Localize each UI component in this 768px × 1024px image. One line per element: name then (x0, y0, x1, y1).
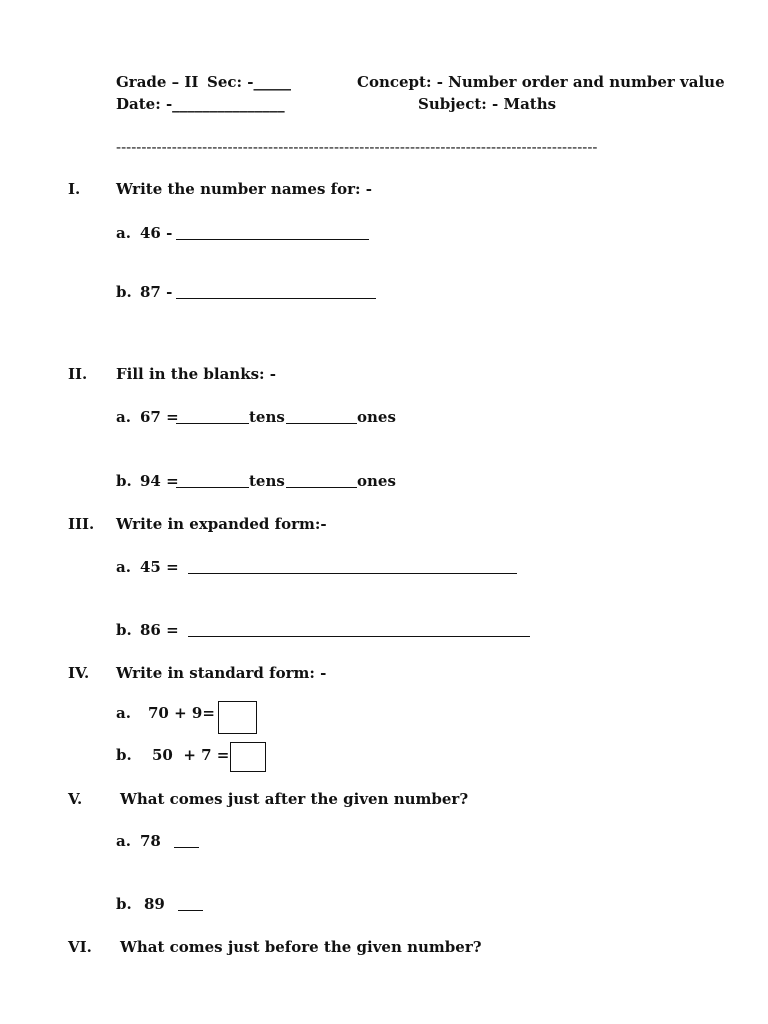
item-3a-answer-blank[interactable] (188, 559, 517, 574)
section-5-title: What comes just after the given number? (120, 790, 469, 808)
section-1-number: I. (68, 180, 81, 198)
grade-label: Grade – II (116, 73, 199, 91)
item-5b-label: b. (116, 895, 132, 913)
item-2a-tens-label: tens (249, 408, 285, 426)
item-3a-text: 45 = (140, 558, 179, 576)
section-6-number: VI. (68, 938, 92, 956)
item-2a-label: a. (116, 408, 131, 426)
item-5a-answer-blank[interactable] (174, 833, 199, 848)
section-1-title: Write the number names for: - (116, 180, 372, 198)
item-1b-answer-blank[interactable] (176, 284, 376, 299)
item-2a-ones-blank[interactable] (286, 409, 357, 424)
item-5a-label: a. (116, 832, 131, 850)
header-divider: ----------------------------------------------------------------------------------------------- (116, 138, 598, 156)
item-2b-lead: 94 = (140, 472, 179, 490)
item-4a-label: a. (116, 704, 131, 722)
item-2b-tens-blank[interactable] (176, 473, 249, 488)
item-1a-text: 46 - (140, 224, 173, 242)
item-2b-ones-blank[interactable] (286, 473, 357, 488)
item-4b-label: b. (116, 746, 132, 764)
section-4-title: Write in standard form: - (116, 664, 327, 682)
section-5-number: V. (68, 790, 83, 808)
section-6-title: What comes just before the given number? (120, 938, 482, 956)
section-2-number: II. (68, 365, 88, 383)
section-field[interactable]: Sec: -_____ (207, 73, 291, 91)
item-4a-answer-box[interactable] (218, 701, 257, 734)
section-2-title: Fill in the blanks: - (116, 365, 277, 383)
item-1b-text: 87 - (140, 283, 173, 301)
item-1a-answer-blank[interactable] (176, 225, 369, 240)
item-2b-label: b. (116, 472, 132, 490)
item-4b-text: 50 + 7 = (152, 746, 230, 764)
item-3b-text: 86 = (140, 621, 179, 639)
item-2b-tens-label: tens (249, 472, 285, 490)
item-5b-answer-blank[interactable] (178, 896, 203, 911)
concept-label: Concept: - Number order and number value (357, 73, 725, 91)
item-5b-text: 89 (144, 895, 165, 913)
item-5a-text: 78 (140, 832, 161, 850)
item-2b-ones-label: ones (357, 472, 396, 490)
section-3-title: Write in expanded form:- (116, 515, 327, 533)
item-4b-answer-box[interactable] (230, 742, 266, 772)
item-3b-label: b. (116, 621, 132, 639)
item-3a-label: a. (116, 558, 131, 576)
item-2a-lead: 67 = (140, 408, 179, 426)
item-1b-label: b. (116, 283, 132, 301)
item-2a-tens-blank[interactable] (176, 409, 249, 424)
subject-label: Subject: - Maths (418, 95, 557, 113)
item-4a-text: 70 + 9= (148, 704, 215, 722)
item-1a-label: a. (116, 224, 131, 242)
section-4-number: IV. (68, 664, 90, 682)
item-2a-ones-label: ones (357, 408, 396, 426)
date-field[interactable]: Date: -_______________ (116, 95, 285, 113)
section-3-number: III. (68, 515, 95, 533)
item-3b-answer-blank[interactable] (188, 622, 530, 637)
